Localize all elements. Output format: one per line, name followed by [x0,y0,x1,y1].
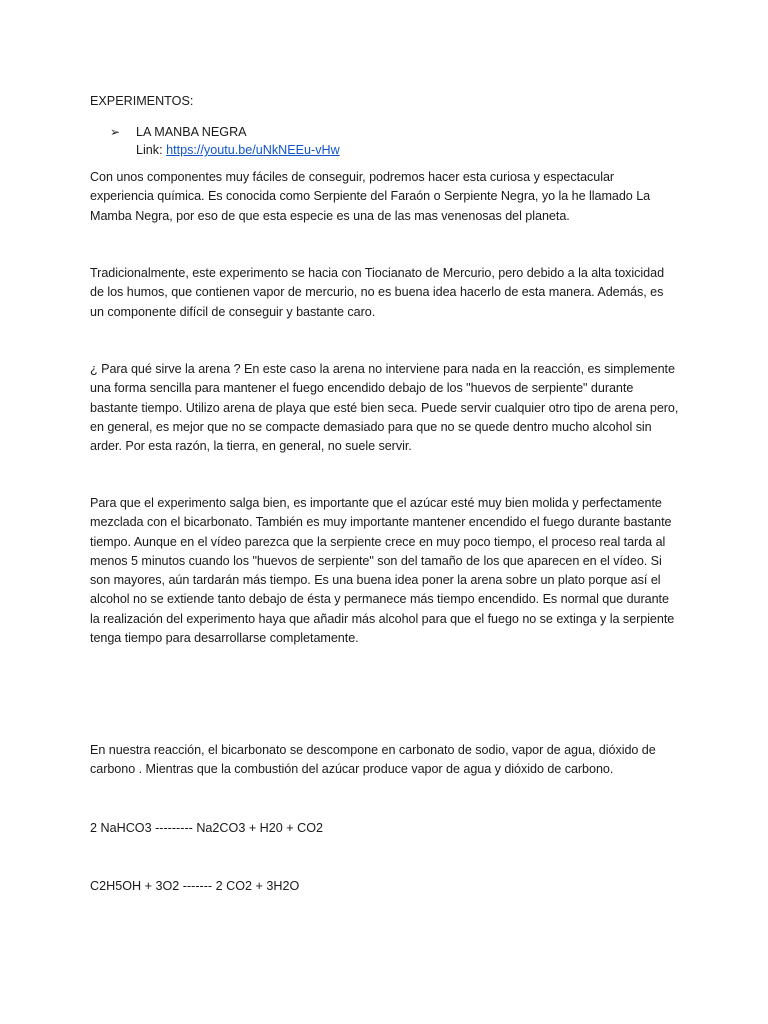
paragraph-reaction: En nuestra reacción, el bicarbonato se descompone en carbonato de sodio, vapor de agua, dióxido de carbono . Mientras que la combustión del azúcar produce vapor de agua y dióxido de carbono. [90,743,656,777]
link-label: Link: [136,143,163,157]
paragraph-intro: Con unos componentes muy fáciles de conseguir, podremos hacer esta curiosa y espectacular experiencia química. Es conocida como Serpiente del Faraón o Serpiente Negra, yo la he llamado La Mamba Negra, por eso de que esta especie es una de las mas venenosas del planeta. [90,170,651,223]
paragraph-sand: ¿ Para qué sirve la arena ? En este caso la arena no interviene para nada en la reacción, es simplemente una forma sencilla para mantener el fuego encendido debajo de los "huevos de serpiente" durante bastante tiempo. Utilizo arena de playa que esté bien seca. Puede servir cualquier otro tipo de arena pero, en general, es mejor que no se compacte demasiado para que no se quede dentro mucho alcohol sin arder. Por esta razón, la tierra, en general, no suele servir. [90,362,679,454]
document-heading: EXPERIMENTOS: [90,94,194,108]
video-link[interactable]: https://youtu.be/uNkNEEu-vHw [166,143,340,157]
arrow-bullet-icon: ➢ [110,125,121,139]
equation-bicarbonate: 2 NaHCO3 --------- Na2CO3 + H20 + CO2 [90,821,324,835]
equation-combustion: C2H5OH + 3O2 ------- 2 CO2 + 3H2O [90,879,300,893]
link-row [136,141,340,160]
bullet-title: LA MANBA NEGRA [136,125,247,139]
bullet-item [110,123,247,142]
paragraph-procedure: Para que el experimento salga bien, es importante que el azúcar esté muy bien molida y perfectamente mezclada con el bicarbonato. También es muy importante mantener encendido el fuego durante bastante tiempo. Aunque en el vídeo parezca que la serpiente crece en muy poco tiempo, el proceso real tarda al menos 5 minutos cuando los "huevos de serpiente" son del tamaño de los que aparecen en el vídeo. Si son mayores, aún tardarán más tiempo. Es una buena idea poner la arena sobre un plato porque así el alcohol no se extiende tanto debajo de ésta y permanece más tiempo encendido. Es normal que durante la realización del experimento haya que añadir más alcohol para que el fuego no se extinga y la serpiente tenga tiempo para desarrollarse completamente. [90,496,675,646]
paragraph-tradition: Tradicionalmente, este experimento se hacia con Tiocianato de Mercurio, pero debido a la alta toxicidad de los humos, que contienen vapor de mercurio, no es buena idea hacerlo de esta manera. Además, es un componente difícil de conseguir y bastante caro. [90,266,665,319]
